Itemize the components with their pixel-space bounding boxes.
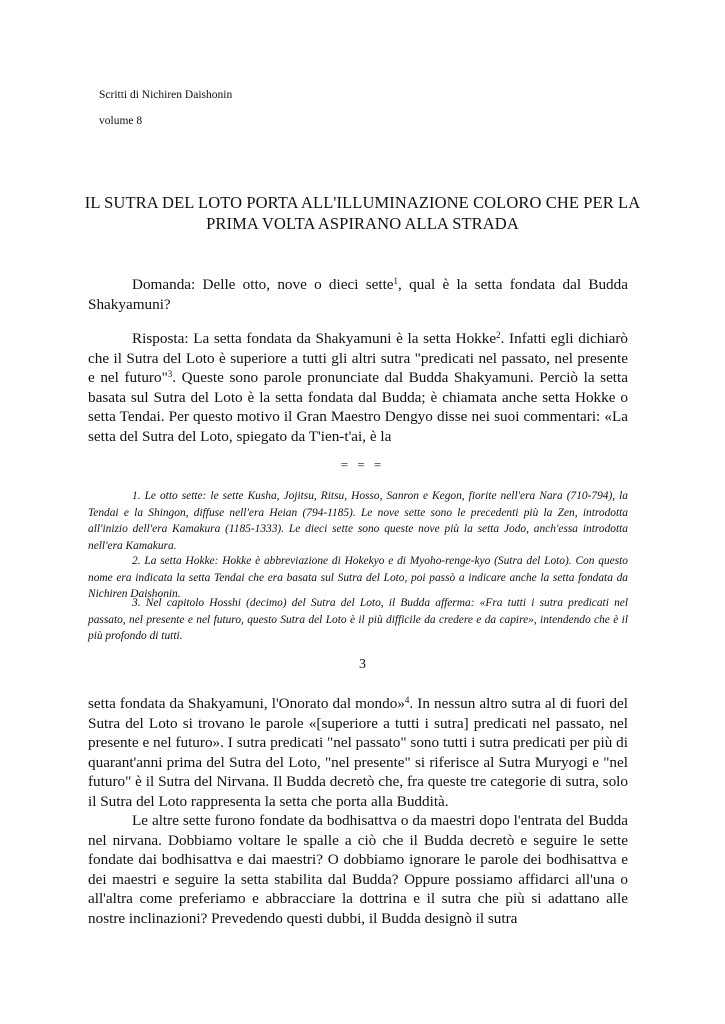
footnote-ref-1: 1: [393, 276, 399, 286]
running-header-title: Scritti di Nichiren Daishonin: [99, 89, 233, 101]
footnote-2: 2. La setta Hokke: Hokke è abbreviazione di Hokekyo e di Myoho-renge-kyo (Sutra del Loto). Con questo nome era indicata la setta Tendai che era basata sul Sutra del Loto, poi passò a indicare anche la setta fondata da Nichiren Daishonin.: [88, 555, 628, 600]
page-title: IL SUTRA DEL LOTO PORTA ALL'ILLUMINAZIONE COLORO CHE PER LA PRIMA VOLTA ASPIRANO ALLA STRADA: [84, 193, 641, 233]
paragraph-text: . Infatti egli dichiarò che il Sutra del Loto è superiore a tutti gli altri sutra "predicati nel passato, nel presente e nel futuro": [88, 330, 628, 386]
footnote-1: 1. Le otto sette: le sette Kusha, Jojitsu, Ritsu, Hosso, Sanron e Kegon, fiorite nell'era Nara (710-794), la Tendai e la Shingon, diffuse nell'era Heian (794-1185). Le nove sette sono le precedenti più la Zen, introdotta all'inizio dell'era Kamakura (1185-1333). Le dieci sette sono queste nove più la setta Jodo, anch'essa introdotta nell'era Kamakura.: [88, 490, 628, 552]
paragraph-sects: Le altre sette furono fondate da bodhisattva o da maestri dopo l'entrata del Budda nel nirvana. Dobbiamo voltare le spalle a ciò che il Budda decretò e seguire le sette fondate dai bodhisattva e dai maestri? O dobbiamo ignorare le parole dei bodhisattva e dei maestri e seguire la setta stabilita dal Budda? Oppure possiamo affidarci all'una o all'altra come preferiamo e abbracciare la dottrina e il sutra che più si adattano alle nostre inclinazioni? Prevedendo questi dubbi, il Budda designò il sutra: [88, 812, 628, 927]
paragraph-text: . Queste sono parole pronunciate dal Budda Shakyamuni. Perciò la setta basata sul Sutra del Loto è la setta fondata dal Budda; è chiamata anche setta Hokke o setta Tendai. Per questo motivo il Gran Maestro Dengyo disse nei suoi commentari: «La setta del Sutra del Loto, spiegato da T'ien-t'ai, è la: [88, 369, 628, 445]
paragraph-text: Domanda: Delle otto, nove o dieci sette: [132, 276, 394, 293]
paragraph-text: Risposta: La setta fondata da Shakyamuni è la setta Hokke: [132, 330, 497, 347]
footnote-ref-3: 3: [167, 369, 173, 379]
paragraph-text: , qual è la setta fondata dal Budda Shakyamuni?: [88, 276, 628, 313]
paragraph-question: [88, 275, 628, 314]
running-header-volume: volume 8: [99, 115, 143, 127]
footnote-ref-2: 2: [496, 330, 501, 340]
page-number: 3: [359, 657, 366, 672]
footnote-ref-4: 4: [404, 695, 410, 705]
paragraph-answer: [88, 329, 628, 446]
paragraph-continuation: [88, 694, 628, 928]
footnote-3: 3. Nel capitolo Hosshi (decimo) del Sutra del Loto, il Budda afferma: «Fra tutti i sutra predicati nel passato, nel presente e nel futuro, questo Sutra del Loto è il più difficile da credere e da capire», intendendo che è il più profondo di tutti.: [88, 597, 628, 642]
section-separator: = = =: [340, 457, 385, 472]
paragraph-text: setta fondata da Shakyamuni, l'Onorato dal mondo»: [88, 695, 405, 712]
paragraph-text: . In nessun altro sutra al di fuori del Sutra del Loto si trovano le parole «[superiore a tutti i sutra] predicati nel passato, nel presente e nel futuro». I sutra predicati "nel passato" sono tutti i sutra predicati per più di quarant'anni prima del Sutra del Loto, "nel presente" si riferisce al Sutra Muryogi e "nel futuro" è il Sutra del Nirvana. Il Budda decretò che, fra queste tre categorie di sutra, solo il Sutra del Loto rappresenta la setta che porta alla Buddità.: [88, 695, 628, 810]
